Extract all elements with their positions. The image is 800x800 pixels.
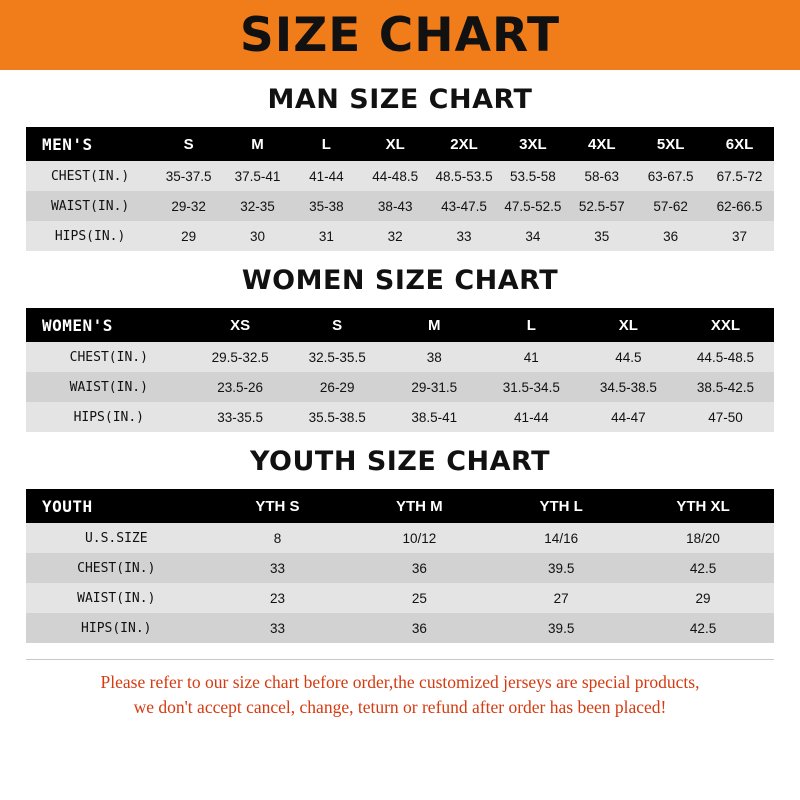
column-header: XL bbox=[361, 127, 430, 161]
column-header: 4XL bbox=[567, 127, 636, 161]
table-cell: 58-63 bbox=[567, 161, 636, 191]
table-cell: 57-62 bbox=[636, 191, 705, 221]
table-cell: 63-67.5 bbox=[636, 161, 705, 191]
table-cell: 31 bbox=[292, 221, 361, 251]
row-header: HIPS(IN.) bbox=[26, 402, 192, 432]
table-cell: 44-47 bbox=[580, 402, 677, 432]
table-cell: 48.5-53.5 bbox=[430, 161, 499, 191]
column-header: 5XL bbox=[636, 127, 705, 161]
table-cell: 33 bbox=[207, 613, 349, 643]
column-header: YTH L bbox=[490, 489, 632, 523]
table-row bbox=[26, 221, 774, 251]
table-cell: 33 bbox=[430, 221, 499, 251]
column-header: YTH S bbox=[207, 489, 349, 523]
column-header: L bbox=[292, 127, 361, 161]
column-header: M bbox=[386, 308, 483, 342]
content-area bbox=[0, 84, 800, 721]
table-cell: 32-35 bbox=[223, 191, 292, 221]
table-cell: 53.5-58 bbox=[498, 161, 567, 191]
column-header: S bbox=[154, 127, 223, 161]
table-cell: 41 bbox=[483, 342, 580, 372]
table-cell: 37.5-41 bbox=[223, 161, 292, 191]
table-cell: 35-37.5 bbox=[154, 161, 223, 191]
table-cell: 30 bbox=[223, 221, 292, 251]
row-header: CHEST(IN.) bbox=[26, 342, 192, 372]
table-cell: 29 bbox=[632, 583, 774, 613]
table-cell: 25 bbox=[348, 583, 490, 613]
table-cell: 39.5 bbox=[490, 613, 632, 643]
table-cell: 29-32 bbox=[154, 191, 223, 221]
column-header: YOUTH bbox=[26, 489, 207, 523]
table-cell: 14/16 bbox=[490, 523, 632, 553]
section-women bbox=[26, 265, 774, 432]
table-cell: 42.5 bbox=[632, 553, 774, 583]
table-cell: 18/20 bbox=[632, 523, 774, 553]
table-cell: 33-35.5 bbox=[192, 402, 289, 432]
column-header: M bbox=[223, 127, 292, 161]
table-cell: 36 bbox=[348, 613, 490, 643]
table-cell: 36 bbox=[636, 221, 705, 251]
man-table-head bbox=[26, 127, 774, 161]
table-cell: 10/12 bbox=[348, 523, 490, 553]
table-cell: 44-48.5 bbox=[361, 161, 430, 191]
table-cell: 35.5-38.5 bbox=[289, 402, 386, 432]
table-cell: 38.5-42.5 bbox=[677, 372, 774, 402]
women-table-body bbox=[26, 342, 774, 432]
man-size-table bbox=[26, 127, 774, 251]
man-table-body bbox=[26, 161, 774, 251]
row-header: HIPS(IN.) bbox=[26, 221, 154, 251]
section-title-youth: YOUTH SIZE CHART bbox=[249, 446, 551, 477]
table-row bbox=[26, 523, 774, 553]
youth-size-table bbox=[26, 489, 774, 643]
table-cell: 29.5-32.5 bbox=[192, 342, 289, 372]
column-header: L bbox=[483, 308, 580, 342]
table-cell: 32 bbox=[361, 221, 430, 251]
disclaimer-line-2: we don't accept cancel, change, teturn or refund after order has been placed! bbox=[133, 697, 667, 718]
table-row bbox=[26, 613, 774, 643]
page-banner bbox=[0, 0, 800, 70]
table-row bbox=[26, 191, 774, 221]
column-header: XL bbox=[580, 308, 677, 342]
youth-table-head bbox=[26, 489, 774, 523]
row-header: WAIST(IN.) bbox=[26, 191, 154, 221]
section-man bbox=[26, 84, 774, 251]
table-cell: 37 bbox=[705, 221, 774, 251]
table-cell: 27 bbox=[490, 583, 632, 613]
table-row bbox=[26, 553, 774, 583]
column-header: XXL bbox=[677, 308, 774, 342]
row-header: WAIST(IN.) bbox=[26, 583, 207, 613]
table-row bbox=[26, 342, 774, 372]
table-cell: 29-31.5 bbox=[386, 372, 483, 402]
table-cell: 29 bbox=[154, 221, 223, 251]
table-cell: 26-29 bbox=[289, 372, 386, 402]
row-header: WAIST(IN.) bbox=[26, 372, 192, 402]
column-header: MEN'S bbox=[26, 127, 154, 161]
table-cell: 47-50 bbox=[677, 402, 774, 432]
footer-disclaimer bbox=[26, 659, 774, 721]
table-cell: 8 bbox=[207, 523, 349, 553]
table-cell: 35-38 bbox=[292, 191, 361, 221]
column-header: 2XL bbox=[430, 127, 499, 161]
women-size-table bbox=[26, 308, 774, 432]
table-cell: 23.5-26 bbox=[192, 372, 289, 402]
table-cell: 33 bbox=[207, 553, 349, 583]
table-header-row bbox=[26, 489, 774, 523]
table-cell: 41-44 bbox=[483, 402, 580, 432]
table-cell: 47.5-52.5 bbox=[498, 191, 567, 221]
table-cell: 34 bbox=[498, 221, 567, 251]
table-header-row bbox=[26, 308, 774, 342]
table-cell: 44.5-48.5 bbox=[677, 342, 774, 372]
table-cell: 38-43 bbox=[361, 191, 430, 221]
row-header: CHEST(IN.) bbox=[26, 161, 154, 191]
table-cell: 23 bbox=[207, 583, 349, 613]
column-header: 6XL bbox=[705, 127, 774, 161]
table-cell: 39.5 bbox=[490, 553, 632, 583]
table-cell: 38.5-41 bbox=[386, 402, 483, 432]
table-cell: 62-66.5 bbox=[705, 191, 774, 221]
table-cell: 43-47.5 bbox=[430, 191, 499, 221]
women-table-head bbox=[26, 308, 774, 342]
section-title-man: MAN SIZE CHART bbox=[267, 84, 533, 115]
column-header: YTH XL bbox=[632, 489, 774, 523]
table-cell: 42.5 bbox=[632, 613, 774, 643]
column-header: YTH M bbox=[348, 489, 490, 523]
table-row bbox=[26, 372, 774, 402]
section-youth bbox=[26, 446, 774, 643]
table-row bbox=[26, 402, 774, 432]
row-header: CHEST(IN.) bbox=[26, 553, 207, 583]
section-title-women: WOMEN SIZE CHART bbox=[241, 265, 559, 296]
row-header: HIPS(IN.) bbox=[26, 613, 207, 643]
table-cell: 35 bbox=[567, 221, 636, 251]
table-cell: 31.5-34.5 bbox=[483, 372, 580, 402]
youth-table-body bbox=[26, 523, 774, 643]
page-title: SIZE CHART bbox=[239, 7, 561, 63]
table-cell: 36 bbox=[348, 553, 490, 583]
table-cell: 32.5-35.5 bbox=[289, 342, 386, 372]
table-cell: 34.5-38.5 bbox=[580, 372, 677, 402]
table-cell: 38 bbox=[386, 342, 483, 372]
column-header: S bbox=[289, 308, 386, 342]
column-header: 3XL bbox=[498, 127, 567, 161]
column-header: WOMEN'S bbox=[26, 308, 192, 342]
table-cell: 41-44 bbox=[292, 161, 361, 191]
table-cell: 52.5-57 bbox=[567, 191, 636, 221]
table-cell: 44.5 bbox=[580, 342, 677, 372]
table-row bbox=[26, 583, 774, 613]
table-row bbox=[26, 161, 774, 191]
table-cell: 67.5-72 bbox=[705, 161, 774, 191]
disclaimer-line-1: Please refer to our size chart before order,the customized jerseys are special products, bbox=[100, 672, 700, 692]
table-header-row bbox=[26, 127, 774, 161]
row-header: U.S.SIZE bbox=[26, 523, 207, 553]
column-header: XS bbox=[192, 308, 289, 342]
